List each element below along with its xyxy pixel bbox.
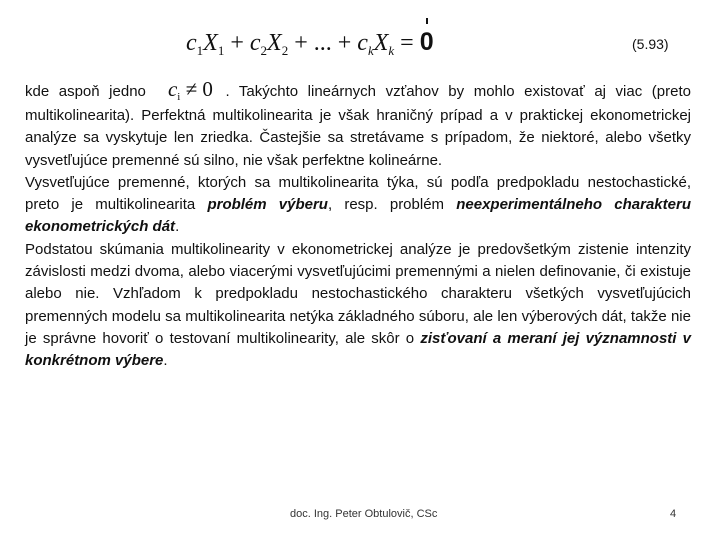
paragraph-3: Podstatou skúmania multikolinearity v ekonometrickej analýze je predovšetkým zistenie intenzity závislosti medzi dvoma, alebo viacerými vysvetľujúcimi premennými a nielen definovanie, či existuje alebo nie. Vzhľadom k predpokladu nestochastického charakteru všetkých vysvetľujúcich premenných modelu sa multikolinearita netýka základného súboru, ale len výberových dát, takže nie je správne hovoriť o testovaní multikolinearity, ale skôr o zisťovaní a meraní jej významnosti v konkrétnom výbere. [25, 240, 691, 370]
page-number: 4 [670, 508, 677, 520]
paragraph-1: kde aspoň jedno $c_i \ne 0$ . Takýchto lineárnych vzťahov by mohlo existovať aj viac (preto multikolinearita). Perfektná multikolinearita je však hraničný prípad a v praktickej ekonometrickej analýze sa vyskytuje len zriedka. Častejšie sa stretávame s prípadom, že niektoré, alebo všetky vysvetľujúce premenné sú silno, nie však perfektne kolineárne. [25, 77, 691, 169]
footer-author: doc. Ing. Peter Obtulovič, CSc [290, 508, 438, 520]
equation: $c_1X_1 + c_2X_2$ + ... + $c_kX_k = 0$ [186, 28, 434, 58]
paragraph-2: Vysvetľujúce premenné, ktorých sa multikolinearita týka, sú podľa predpokladu nestochastické, preto je multikolinearita problém výberu, resp. problém neexperimentálneho charakteru ekonometrických dát. [25, 173, 691, 236]
body-text [25, 77, 691, 373]
equation-zero: 0 [419, 28, 434, 56]
equation-mark [426, 18, 428, 24]
equation-number: (5.93) [632, 36, 669, 52]
inline-math: $c_i \ne 0$ [167, 77, 213, 103]
